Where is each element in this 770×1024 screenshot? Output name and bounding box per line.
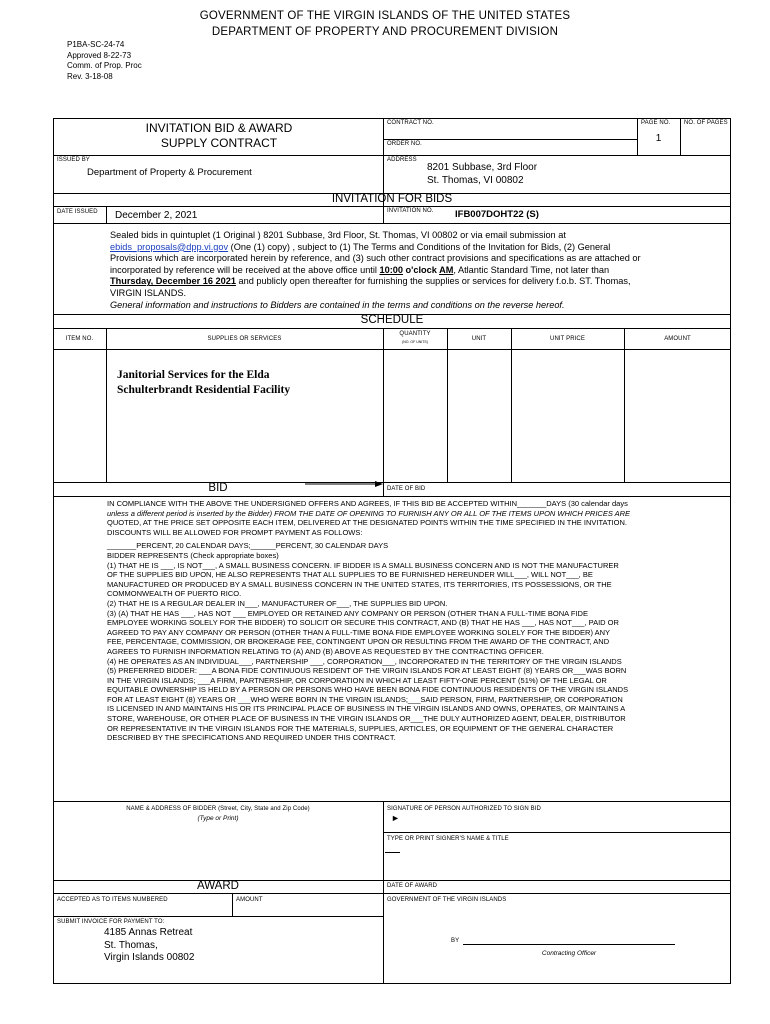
bid-line: (3) (A) THAT HE HAS ___, HAS NOT ___ EMPLOYED OR RETAINED ANY COMPANY OR PERSON (OTHER THAN A FULL-TIME BONA FIDE [107, 608, 588, 618]
bid-line: EQUITABLE OWNERSHIP IS HELD BY A PERSON OR PERSONS WHO HAVE BEEN BONA FIDE CONTINUOUS RESIDENTS OF THE VIRGIN ISLANDS [107, 685, 629, 695]
supplies-field[interactable] [108, 400, 382, 480]
order-no-field[interactable] [430, 141, 634, 155]
service-description [117, 368, 290, 397]
service-line-2: Schulterbrandt Residential Facility [117, 383, 291, 396]
invoice-address [104, 927, 194, 965]
deadline-date: Thursday, December 16 2021 [110, 276, 236, 287]
bid-line: AGREED TO PAY ANY COMPANY OR PERSON (OTHER THAN A FULL-TIME BONA FIDE EMPLOYEE WORKING SOLELY FOR THE BIDDER) ANY [107, 627, 611, 637]
bid-line: FEE, PERCENTAGE, COMMISSION, OR BROKERAGE FEE, CONTINGENT UPON OR RESULTING FROM THE AWARD OF THE CONTRACT, AND [107, 637, 610, 647]
no-of-pages-field[interactable] [682, 128, 728, 154]
submit-invoice-label: SUBMIT INVOICE FOR PAYMENT TO: [57, 919, 165, 925]
contracting-officer-label: Contracting Officer [541, 950, 597, 957]
amount-field[interactable] [626, 351, 729, 480]
bid-line: (1) THAT HE IS ___, IS NOT___, A SMALL BUSINESS CONCERN. IF BIDDER IS A SMALL BUSINESS CONCERN AND IS NOT THE MANUFACTURER [107, 560, 619, 570]
email-link[interactable]: ebids_proposals@dpp.vi.gov [110, 241, 229, 252]
bid-line: DISCOUNTS WILL BE ALLOWED FOR PROMPT PAYMENT AS FOLLOWS: [107, 527, 363, 537]
bid-line: QUOTED, AT THE PRICE SET OPPOSITE EACH ITEM, DELIVERED AT THE DESIGNATED POINTS WITHIN THE TIME SPECIFIED IN THE INVITATION. [107, 518, 627, 528]
date-issued-value: December 2, 2021 [115, 210, 198, 221]
amount-header: AMOUNT [664, 336, 691, 342]
title-line-1: INVITATION BID & AWARD [145, 121, 293, 135]
bidder-name-label: NAME & ADDRESS OF BIDDER (Street, City, State and Zip Code) [126, 806, 310, 812]
form-title [55, 121, 383, 151]
accepted-items-label: ACCEPTED AS TO ITEMS NUMBERED [57, 897, 168, 903]
bid-line: (2) THAT HE IS A REGULAR DEALER IN___, MANUFACTURER OF___, THE SUPPLIES BID UPON. [107, 598, 448, 608]
bid-line: unless a different period is inserted by the Bidder) FROM THE DATE OF OPENING TO FURNISH ANY OR ALL OF THE ITEMS UPON WHICH PRICES ARE [107, 508, 631, 518]
invitation-for-bids-heading: INVITATION FOR BIDS [331, 193, 453, 205]
address-line-1: 8201 Subbase, 3rd Floor [427, 162, 538, 173]
contracting-officer-signature-field[interactable] [465, 930, 673, 943]
invoice-line-2: St. Thomas, [104, 939, 158, 951]
service-line-1: Janitorial Services for the Elda [117, 369, 270, 381]
address-line-2: St. Thomas, VI 00802 [427, 175, 524, 186]
item-no-header: ITEM NO. [65, 336, 94, 342]
bid-line: (5) PREFERRED BIDDER: ___A BONA FIDE CONTINUOUS RESIDENT OF THE VIRGIN ISLANDS FOR AT LEAST EIGHT (8) YEARS OR___WAS BORN [107, 666, 627, 676]
bid-line: DESCRIBED BY THE SPECIFICATIONS AND REQUIRED UNDER THIS CONTRACT. [107, 733, 396, 743]
discount-line: _______PERCENT, 20 CALENDAR DAYS;______PERCENT, 30 CALENDAR DAYS [107, 541, 389, 551]
address-label: ADDRESS [387, 157, 417, 163]
invitation-text-4: incorporated by reference will be received at the above office until [110, 264, 380, 275]
government-header: GOVERNMENT OF THE VIRGIN ISLANDS OF THE UNITED STATES [199, 10, 571, 22]
contract-no-label: CONTRACT NO. [387, 120, 434, 126]
invitation-no-label: INVITATION NO. [387, 208, 434, 214]
invitation-text-1: Sealed bids in quintuplet (1 Original ) 8201 Subbase, 3rd Floor, St. Thomas, VI 00802 or via email submission at [110, 230, 566, 240]
order-no-label: ORDER NO. [387, 141, 422, 147]
page-no-label: PAGE NO. [641, 120, 671, 126]
general-info-note: General information and instructions to Bidders are contained in the terms and conditions on the reverse hereof. [110, 299, 565, 310]
invoice-line-3: Virgin Islands 00802 [104, 952, 195, 963]
bid-line: MANUFACTURED OR PRODUCED BY A SMALL BUSINESS CONCERN IN THE UNITED STATES, ITS TERRITORIES, ITS POSSESSIONS, OR THE [107, 579, 612, 589]
date-issued-label: DATE ISSUED [57, 209, 98, 215]
signature-label: SIGNATURE OF PERSON AUTHORIZED TO SIGN BID [387, 806, 541, 812]
unit-price-field[interactable] [513, 351, 622, 480]
title-line-2: SUPPLY CONTRACT [160, 136, 278, 150]
invoice-line-1: 4185 Annas Retreat [104, 927, 193, 938]
date-of-award-field[interactable] [445, 881, 728, 893]
issuer-name: Department of Property & Procurement [87, 167, 252, 178]
opening-ampm: AM [439, 264, 454, 275]
bidder-name-field[interactable] [58, 826, 380, 876]
bid-line: OF THE SUPPLIES BID UPON, HE ALSO REPRESENTS THAT ALL SUPPLIES TO BE FURNISHED HEREUNDER WILL___, WILL NOT___, BE [107, 570, 593, 580]
by-label: BY [451, 938, 460, 944]
invitation-paragraph [110, 230, 682, 311]
approved-date: Approved 8-22-73 [67, 50, 132, 60]
schedule-heading: SCHEDULE [360, 314, 424, 326]
bid-line: EMPLOYEE WORKING SOLELY FOR THE BIDDER) TO SOLICIT OR SECURE THIS CONTRACT, AND (B) THAT HE HAS ___, HAS NOT___, PAID OR [107, 618, 619, 628]
issuer-address [427, 161, 537, 187]
issued-by-label: ISSUED BY [57, 157, 90, 163]
contract-no-field[interactable] [448, 120, 634, 138]
form-number: P1BA-SC-24-74 [67, 40, 125, 49]
type-or-print-label: (Type or Print) [197, 815, 239, 822]
invitation-text-6: and publicly open thereafter for furnishing the supplies or services for delivery f.o.b. ST. Thomas, [235, 276, 631, 287]
signature-field[interactable] [405, 812, 727, 830]
form-meta [67, 40, 142, 82]
unit-field[interactable] [449, 351, 509, 480]
bid-heading: BID [208, 482, 228, 494]
quantity-header: QUANTITY [399, 331, 431, 337]
signer-name-label: TYPE OR PRINT SIGNER'S NAME & TITLE [387, 836, 509, 842]
opening-time: 10:00 [379, 264, 403, 275]
play-arrow-icon: ► [391, 813, 400, 823]
date-of-award-label: DATE OF AWARD [387, 883, 438, 889]
bid-line: STORE, WAREHOUSE, OR OTHER PLACE OF BUSINESS IN THE VIRGIN ISLANDS OR___THE DULY AUTHORIZED AGENT, DEALER, DISTRIBUTOR [107, 714, 626, 724]
bid-line: COMMONWEALTH OF PUERTO RICO. [107, 589, 242, 599]
invitation-no-value: IFB007DOHT22 (S) [455, 209, 539, 220]
quantity-field[interactable] [385, 351, 445, 480]
bid-line: IN THE VIRGIN ISLANDS; ___A FIRM, PARTNERSHIP, OR CORPORATION IN WHICH AT LEAST FIFTY-ONE PERCENT (51%) OF THE LEGAL OR [107, 675, 607, 685]
date-of-bid-field[interactable] [440, 484, 728, 495]
arrow-right-icon [305, 479, 385, 489]
bidder-represents: BIDDER REPRESENTS (Check appropriate boxes) [107, 550, 279, 560]
date-of-bid-label: DATE OF BID [387, 486, 426, 492]
no-of-pages-label: NO. OF PAGES [684, 120, 728, 126]
government-label: GOVERNMENT OF THE VIRGIN ISLANDS [387, 897, 507, 903]
unit-price-header: UNIT PRICE [550, 336, 585, 342]
revision-date: Rev. 3-18-08 [67, 71, 113, 81]
award-amount-label: AMOUNT [236, 897, 263, 903]
comm-prop-proc: Comm. of Prop. Proc [67, 61, 142, 70]
bid-line: (4) HE OPERATES AS AN INDIVIDUAL___, PARTNERSHIP ___, CORPORATION___, INCORPORATED IN THE TERRITORY OF THE VIRGIN ISLANDS [107, 656, 622, 666]
page-no-value: 1 [655, 133, 662, 144]
department-header: DEPARTMENT OF PROPERTY AND PROCUREMENT DIVISION [211, 26, 559, 38]
invitation-text-7: VIRGIN ISLANDS. [110, 287, 187, 298]
supplies-header: SUPPLIES OR SERVICES [207, 336, 282, 342]
bid-line: OR REPRESENTATIVE IN THE VIRGIN ISLANDS FOR THE MATERIALS, SUPPLIES, ARTICLES, OR EQUIPMENT OF THE GENERAL CHARACTER [107, 723, 614, 733]
award-heading: AWARD [197, 880, 239, 892]
bid-line: AGREES TO FURNISH INFORMATION RELATING TO (A) AND (B) ABOVE AS REQUESTED BY THE CONTRACTING OFFICER. [107, 646, 544, 656]
invitation-text-3: Provisions which are incorporated herein by reference, and (3) such other contract provisions and specifications as are attached or [110, 253, 641, 264]
bid-terms [107, 499, 697, 743]
signer-name-field[interactable] [387, 846, 727, 876]
bid-line: FOR AT LEAST EIGHT (8) YEARS OR ___WHO WERE BORN IN THE VIRGIN ISLANDS;___SAID PERSON, FIRM, PARTNERSHIP, OR CORPORATION [107, 694, 623, 704]
quantity-sub-header: (NO. OF UNITS) [402, 340, 428, 344]
bid-line: IN COMPLIANCE WITH THE ABOVE THE UNDERSIGNED OFFERS AND AGREES, IF THIS BID BE ACCEPTED WITHIN_______DAYS (30 calendar days [107, 499, 628, 508]
unit-header: UNIT [471, 336, 487, 342]
invitation-text-2: (One (1) copy) , subject to (1) The Terms and Conditions of the Invitation for Bids, (2) General [228, 241, 611, 252]
bid-line: IS LICENSED IN AND MAINTAINS HIS OR ITS PRINCIPAL PLACE OF BUSINESS IN THE VIRGIN ISLANDS AND OWNS, OPERATES, OR MAINTAINS A [107, 704, 626, 714]
oclock-text: o'clock [403, 264, 440, 275]
invitation-text-5: , Atlantic Standard Time, not later than [453, 264, 610, 275]
